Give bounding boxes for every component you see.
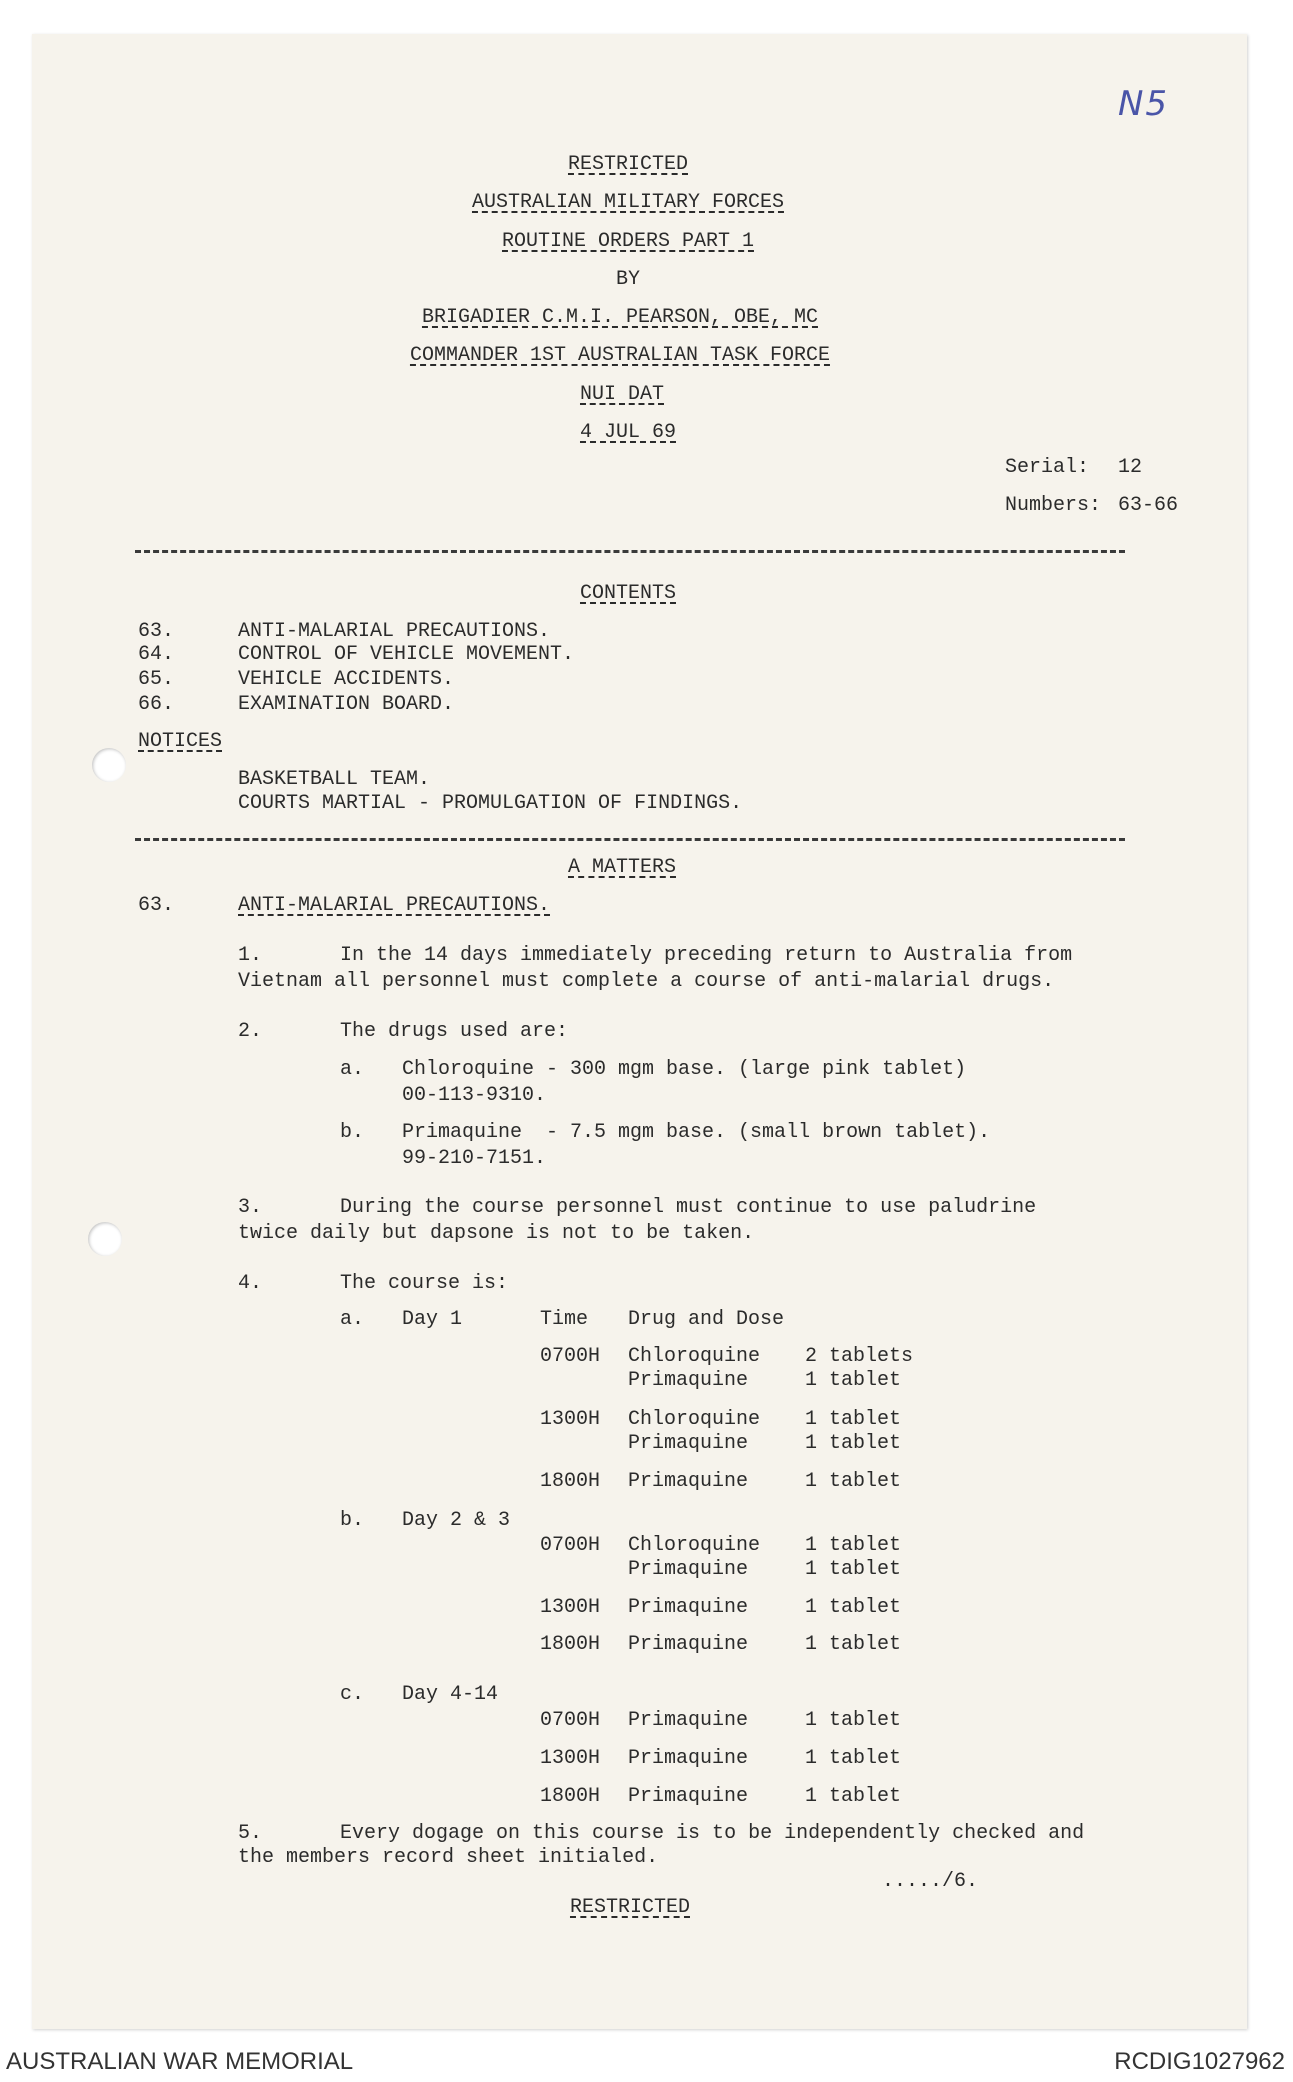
- para-text: the members record sheet initialed.: [238, 1846, 659, 1869]
- divider: [135, 838, 1125, 841]
- schedule-time: 1300H: [540, 1747, 601, 1770]
- schedule-dose: 1 tablet: [805, 1534, 902, 1557]
- schedule-drug: Primaquine: [628, 1470, 749, 1493]
- schedule-drug: Primaquine: [628, 1432, 749, 1455]
- contents-title: VEHICLE ACCIDENTS.: [238, 668, 455, 691]
- column-header-drug: Drug and Dose: [628, 1308, 785, 1331]
- para-text: The drugs used are:: [340, 1020, 569, 1043]
- day-label: Day 4-14: [402, 1683, 499, 1706]
- para-text: twice daily but dapsone is not to be taken.: [238, 1222, 755, 1245]
- schedule-time: 0700H: [540, 1534, 601, 1557]
- schedule-time: 0700H: [540, 1345, 601, 1368]
- schedule-dose: 1 tablet: [805, 1785, 902, 1808]
- contents-num: 64.: [138, 643, 175, 666]
- document-title: ROUTINE ORDERS PART 1: [501, 230, 755, 253]
- contents-title: CONTROL OF VEHICLE MOVEMENT.: [238, 643, 575, 666]
- schedule-dose: 1 tablet: [805, 1558, 902, 1581]
- document-date: 4 JUL 69: [579, 421, 677, 444]
- para-number: 3.: [238, 1196, 263, 1219]
- drug-description: Chloroquine - 300 mgm base. (large pink tablet): [402, 1058, 967, 1081]
- punch-hole: [88, 1222, 122, 1256]
- contents-title: ANTI-MALARIAL PRECAUTIONS.: [238, 620, 551, 643]
- serial-label: Serial:: [1005, 456, 1090, 479]
- para-number: 1.: [238, 944, 263, 967]
- archive-reference: RCDIG1027962: [1114, 2048, 1285, 2075]
- contents-num: 65.: [138, 668, 175, 691]
- para-text: During the course personnel must continue to use paludrine: [340, 1196, 1037, 1219]
- schedule-time: 1800H: [540, 1785, 601, 1808]
- schedule-dose: 1 tablet: [805, 1709, 902, 1732]
- schedule-time: 1800H: [540, 1633, 601, 1656]
- sub-letter: c.: [340, 1683, 365, 1706]
- drug-description: Primaquine - 7.5 mgm base. (small brown tablet).: [402, 1121, 991, 1144]
- schedule-time: 1800H: [540, 1470, 601, 1493]
- schedule-time: 1300H: [540, 1596, 601, 1619]
- classification-header: RESTRICTED: [567, 153, 689, 176]
- schedule-dose: 2 tablets: [805, 1345, 914, 1368]
- schedule-drug: Primaquine: [628, 1785, 749, 1808]
- punch-hole: [92, 748, 126, 782]
- schedule-dose: 1 tablet: [805, 1633, 902, 1656]
- schedule-drug: Primaquine: [628, 1747, 749, 1770]
- sub-letter: a.: [340, 1058, 365, 1081]
- organization: AUSTRALIAN MILITARY FORCES: [471, 191, 785, 214]
- para-number: 2.: [238, 1020, 263, 1043]
- location: NUI DAT: [579, 383, 665, 406]
- classification-footer: RESTRICTED: [569, 1896, 691, 1919]
- schedule-dose: 1 tablet: [805, 1596, 902, 1619]
- contents-heading: CONTENTS: [579, 582, 677, 605]
- notices-heading: NOTICES: [138, 730, 223, 753]
- sub-letter: b.: [340, 1121, 365, 1144]
- item-number: 63.: [138, 894, 175, 917]
- contents-num: 66.: [138, 693, 175, 716]
- para-number: 5.: [238, 1822, 263, 1845]
- schedule-drug: Chloroquine: [628, 1345, 761, 1368]
- by-line: BY: [615, 268, 641, 291]
- para-number: 4.: [238, 1272, 263, 1295]
- schedule-drug: Chloroquine: [628, 1408, 761, 1431]
- matters-heading: A MATTERS: [567, 856, 677, 879]
- numbers-label: Numbers:: [1005, 494, 1102, 517]
- serial-value: 12: [1118, 456, 1143, 479]
- schedule-drug: Primaquine: [628, 1558, 749, 1581]
- drug-stock-number: 99-210-7151.: [402, 1147, 547, 1170]
- schedule-dose: 1 tablet: [805, 1747, 902, 1770]
- drug-stock-number: 00-113-9310.: [402, 1084, 547, 1107]
- para-text: Every dogage on this course is to be independently checked and: [340, 1822, 1085, 1845]
- item-title: ANTI-MALARIAL PRECAUTIONS.: [238, 894, 551, 917]
- day-label: Day 1: [402, 1308, 463, 1331]
- schedule-drug: Primaquine: [628, 1369, 749, 1392]
- commander-role: COMMANDER 1ST AUSTRALIAN TASK FORCE: [409, 344, 831, 367]
- schedule-dose: 1 tablet: [805, 1408, 902, 1431]
- schedule-time: 0700H: [540, 1709, 601, 1732]
- day-label: Day 2 & 3: [402, 1509, 511, 1532]
- schedule-drug: Primaquine: [628, 1633, 749, 1656]
- para-text: In the 14 days immediately preceding return to Australia from: [340, 944, 1073, 967]
- schedule-dose: 1 tablet: [805, 1369, 902, 1392]
- sub-letter: a.: [340, 1308, 365, 1331]
- continuation-marker: ...../6.: [882, 1870, 979, 1893]
- divider: [135, 550, 1125, 553]
- contents-num: 63.: [138, 620, 175, 643]
- para-text: Vietnam all personnel must complete a course of anti-malarial drugs.: [238, 970, 1055, 993]
- schedule-drug: Primaquine: [628, 1596, 749, 1619]
- notice-item: BASKETBALL TEAM.: [238, 768, 431, 791]
- schedule-drug: Chloroquine: [628, 1534, 761, 1557]
- numbers-value: 63-66: [1118, 494, 1179, 517]
- schedule-dose: 1 tablet: [805, 1470, 902, 1493]
- contents-title: EXAMINATION BOARD.: [238, 693, 455, 716]
- schedule-time: 1300H: [540, 1408, 601, 1431]
- notice-item: COURTS MARTIAL - PROMULGATION OF FINDINGS.: [238, 792, 743, 815]
- archive-credit: AUSTRALIAN WAR MEMORIAL: [6, 2048, 354, 2075]
- sub-letter: b.: [340, 1509, 365, 1532]
- column-header-time: Time: [540, 1308, 589, 1331]
- schedule-dose: 1 tablet: [805, 1432, 902, 1455]
- para-text: The course is:: [340, 1272, 509, 1295]
- handwritten-annotation: N5: [1118, 84, 1170, 124]
- schedule-drug: Primaquine: [628, 1709, 749, 1732]
- commander-name: BRIGADIER C.M.I. PEARSON, OBE, MC: [421, 306, 819, 329]
